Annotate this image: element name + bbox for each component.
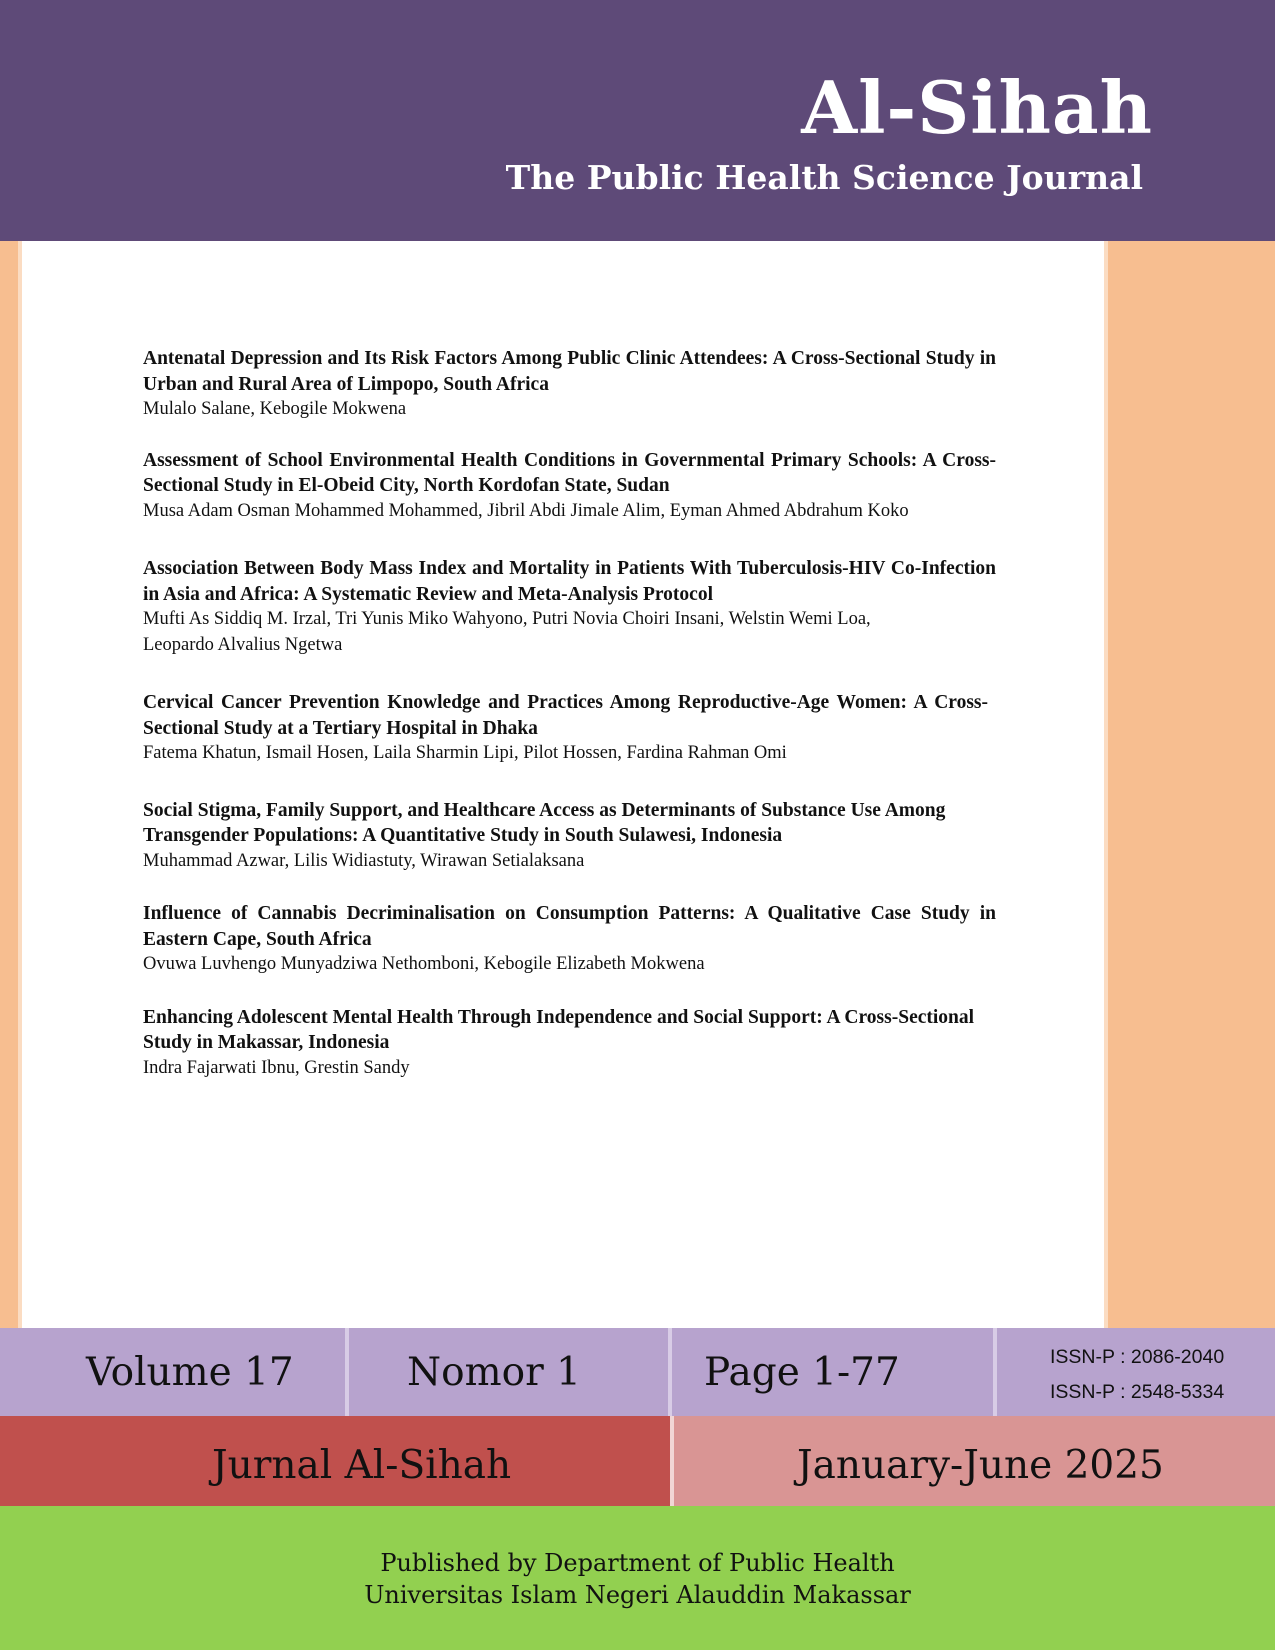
info-divider [993, 1328, 997, 1416]
right-decorative-block [1108, 241, 1275, 1328]
info-divider [345, 1328, 349, 1416]
article-entry [143, 346, 996, 423]
issn-print: ISSN-P : 2086-2040 [1050, 1346, 1225, 1368]
publication-period: January-June 2025 [797, 1443, 1164, 1488]
article-title: Assessment of School Environmental Health Conditions in Governmental Primary Schools: A Cross-Sectional Study in El-Obeid City, North Kordofan State, Sudan [143, 449, 996, 496]
article-authors: Muhammad Azwar, Lilis Widiastuty, Wirawan Setialaksana [143, 850, 585, 871]
article-authors: Ovuwa Luvhengo Munyadziwa Nethomboni, Kebogile Elizabeth Mokwena [143, 954, 705, 974]
article-title: Antenatal Depression and Its Risk Factors Among Public Clinic Attendees: A Cross-Sectional Study in Urban and Rural Area of Limpopo, South Africa [143, 348, 996, 395]
left-stripe-edge [18, 241, 22, 1328]
journal-band-label: Jurnal Al-Sihah [212, 1443, 512, 1488]
journal-name: Al-Sihah [801, 65, 1153, 150]
issn-block [1050, 1340, 1224, 1410]
article-title: Cervical Cancer Prevention Knowledge and Practices Among Reproductive-Age Women: A Cross-Sectional Study at a Tertiary Hospital in Dhaka [143, 692, 988, 739]
table-of-contents [143, 346, 996, 1081]
university-line: Universitas Islam Negeri Alauddin Makassar [364, 1581, 911, 1609]
issn-online: ISSN-P : 2548-5334 [1050, 1381, 1225, 1403]
cover-header [0, 0, 1275, 241]
article-title: Influence of Cannabis Decriminalisation on Consumption Patterns: A Qualitative Case Study in Eastern Cape, South Africa [143, 903, 996, 950]
article-authors: Fatema Khatun, Ismail Hosen, Laila Sharmin Lipi, Pilot Hossen, Fardina Rahman Omi [143, 743, 787, 763]
article-title: Enhancing Adolescent Mental Health Through Independence and Social Support: A Cross-Sectional Study in Makassar, Indonesia [143, 1006, 975, 1053]
journal-subtitle: The Public Health Science Journal [505, 158, 1143, 197]
page-range-label: Page 1-77 [704, 1349, 900, 1395]
article-title: Social Stigma, Family Support, and Healthcare Access as Determinants of Substance Use Among Transgender Populations: A Quantitative Study in South Sulawesi, Indonesia [143, 799, 946, 846]
article-authors: Indra Fajarwati Ibnu, Grestin Sandy [143, 1057, 410, 1078]
article-entry [143, 1005, 996, 1082]
publisher-footer [0, 1506, 1275, 1650]
right-block-edge [1104, 241, 1108, 1328]
info-divider [668, 1328, 672, 1416]
article-entry [143, 798, 996, 875]
article-authors: Mulalo Salane, Kebogile Mokwena [143, 399, 407, 419]
article-title: Association Between Body Mass Index and Mortality in Patients With Tuberculosis-HIV Co-Infection in Asia and Africa: A Systematic Review and Meta-Analysis Protocol [143, 558, 996, 605]
article-entry [143, 901, 996, 978]
article-entry [143, 556, 996, 658]
article-entry [143, 448, 996, 525]
publisher-line: Published by Department of Public Health [380, 1549, 895, 1577]
volume-label: Volume 17 [86, 1349, 294, 1395]
article-authors: Musa Adam Osman Mohammed Mohammed, Jibril Abdi Jimale Alim, Eyman Ahmed Abdrahum Koko [143, 500, 909, 521]
issue-number-label: Nomor 1 [407, 1349, 581, 1395]
article-entry [143, 690, 996, 767]
article-authors: Mufti As Siddiq M. Irzal, Tri Yunis Miko Wahyono, Putri Novia Choiri Insani, Welstin Wemi Loa, Leopardo Alvalius Ngetwa [143, 609, 871, 655]
